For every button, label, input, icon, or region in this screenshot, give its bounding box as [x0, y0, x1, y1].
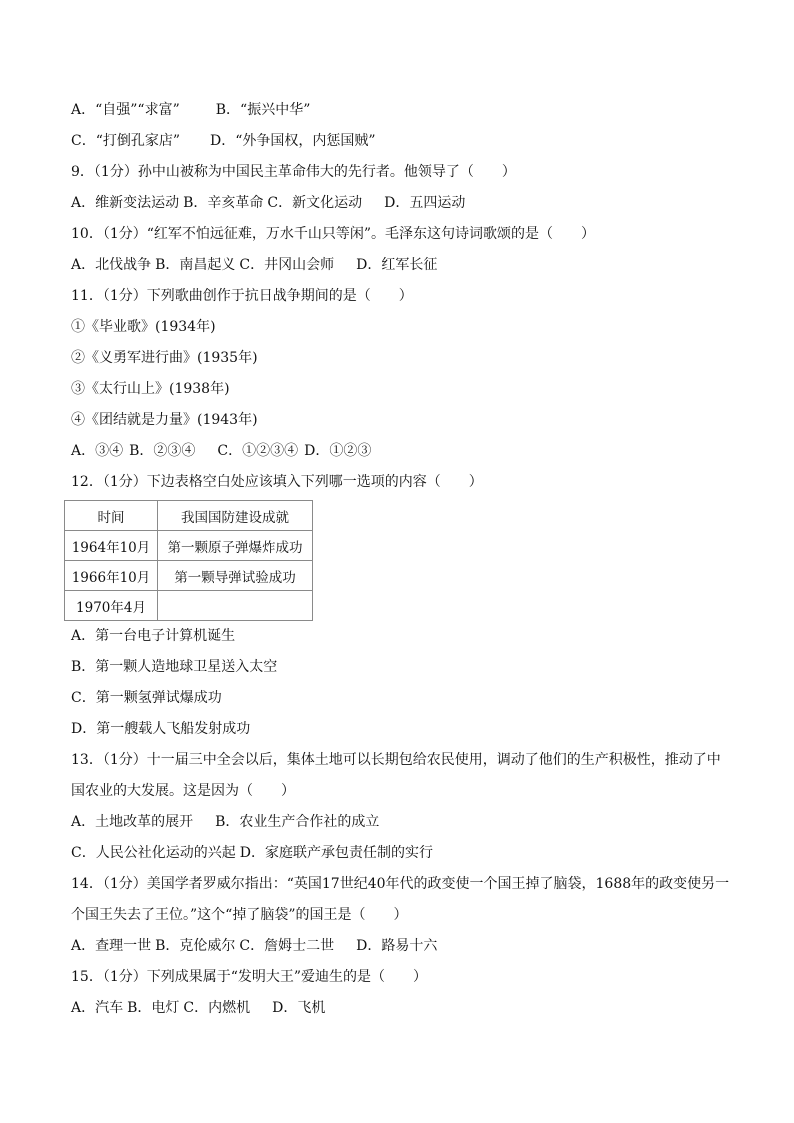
q15-option-c: C．内燃机: [183, 1000, 251, 1016]
q13-option-a: A．土地改革的展开: [71, 814, 194, 830]
q14-option-b: B．克伦威尔: [155, 938, 236, 954]
q13-option-d: D．家庭联产承包责任制的实行: [239, 845, 433, 861]
q11-item-4: ④《团结就是力量》(1943年): [71, 412, 258, 428]
q11-item-1: ①《毕业歌》(1934年): [71, 319, 216, 335]
q13-options-row2: [71, 838, 731, 869]
q10-option-a: A．北伐战争: [71, 257, 152, 273]
q15-stem: 15．（1分）下列成果属于“发明大王”爱迪生的是（ ）: [71, 969, 428, 985]
table-row: [65, 591, 313, 621]
q8-options-row2: [71, 126, 731, 157]
q8-option-a: A．“自强”“求富”: [71, 102, 180, 118]
q13-option-c: C．人民公社化运动的兴起: [71, 845, 236, 861]
q12-option-b: B．第一颗人造地球卫星送入太空: [71, 659, 278, 675]
q11-option-d: D．①②③: [304, 443, 372, 459]
q9-option-a: A．维新变法运动: [71, 195, 180, 211]
q8-option-d: D．“外争国权，内惩国贼”: [210, 133, 376, 149]
q15-options: [71, 993, 731, 1024]
q11-option-b: B．②③④: [129, 443, 196, 459]
q12-table: [64, 500, 313, 621]
q8-option-b: B．“振兴中华”: [215, 102, 311, 118]
q8-option-c: C．“打倒孔家店”: [71, 133, 181, 149]
table-cell-achievement: 第一颗导弹试验成功: [158, 561, 313, 591]
q10-option-c: C．井冈山会师: [239, 257, 335, 273]
q10-options: [71, 250, 731, 281]
q15-option-d: D．飞机: [272, 1000, 326, 1016]
q13-option-b: B．农业生产合作社的成立: [215, 814, 380, 830]
q14-stem: 14．（1分）美国学者罗威尔指出：“英国17世纪40年代的政变使一个国王掉了脑袋，1688年的政变使另一个国王失去了王位。”这个“掉了脑袋”的国王是（ ）: [71, 876, 730, 923]
q12-option-d: D．第一艘载人飞船发射成功: [71, 721, 251, 737]
table-cell-time: 1970年4月: [65, 591, 158, 621]
q9-option-d: D．五四运动: [384, 195, 466, 211]
q9-option-c: C．新文化运动: [267, 195, 363, 211]
table-cell-time: 1964年10月: [65, 531, 158, 561]
q15-option-b: B．电灯: [127, 1000, 180, 1016]
q9-stem: 9．（1分）孙中山被称为中国民主革命伟大的先行者。他领导了（ ）: [71, 164, 516, 180]
table-cell-time: 1966年10月: [65, 561, 158, 591]
q15-option-a: A．汽车: [71, 1000, 124, 1016]
q14-option-c: C．詹姆士二世: [239, 938, 335, 954]
q10-option-d: D．红军长征: [356, 257, 438, 273]
table-header-row: [65, 501, 313, 531]
q12-option-c: C．第一颗氢弹试爆成功: [71, 690, 222, 706]
exam-page: [71, 95, 731, 1024]
q11-option-a: A．③④: [71, 443, 124, 459]
table-cell-blank: [158, 591, 313, 621]
table-header-achievement: 我国国防建设成就: [158, 501, 313, 531]
q9-option-b: B．辛亥革命: [183, 195, 264, 211]
q11-options: [71, 436, 731, 467]
q11-item-2: ②《义勇军进行曲》(1935年): [71, 350, 258, 366]
table-header-time: 时间: [65, 501, 158, 531]
q10-stem: 10．（1分）“红军不怕远征难，万水千山只等闲”。毛泽东这句诗词歌颂的是（ ）: [71, 226, 596, 242]
q14-option-d: D．路易十六: [356, 938, 438, 954]
q11-option-c: C．①②③④: [217, 443, 299, 459]
q8-options-row1: [71, 95, 731, 126]
table-row: [65, 531, 313, 561]
q9-options: [71, 188, 731, 219]
q12-stem: 12．（1分）下边表格空白处应该填入下列哪一选项的内容（ ）: [71, 474, 483, 490]
q10-option-b: B．南昌起义: [155, 257, 236, 273]
q14-options: [71, 931, 731, 962]
q14-option-a: A．查理一世: [71, 938, 152, 954]
q13-stem: 13．（1分）十一届三中全会以后，集体土地可以长期包给农民使用，调动了他们的生产积极性，推动了中国农业的大发展。这是因为（ ）: [71, 752, 721, 799]
q11-item-3: ③《太行山上》(1938年): [71, 381, 230, 397]
table-cell-achievement: 第一颗原子弹爆炸成功: [158, 531, 313, 561]
q12-option-a: A．第一台电子计算机诞生: [71, 628, 236, 644]
q11-stem: 11．（1分）下列歌曲创作于抗日战争期间的是（ ）: [71, 288, 413, 304]
q13-options-row1: [71, 807, 731, 838]
table-row: [65, 561, 313, 591]
